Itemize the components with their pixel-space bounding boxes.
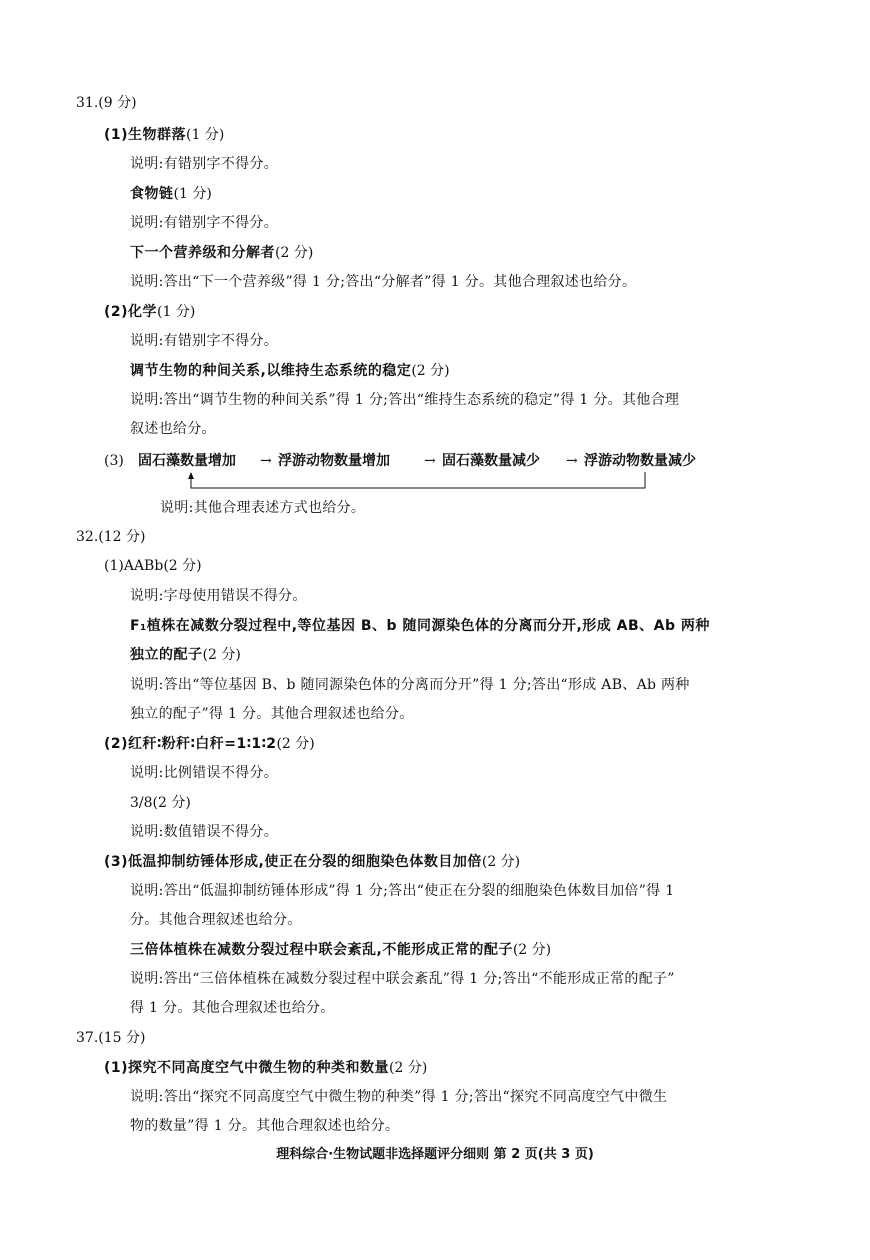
answer-text: 调节生物的种间关系,以维持生态系统的稳定 — [130, 363, 412, 379]
q31-part2b-note-line1: 说明:答出“调节生物的种间关系”得 1 分;答出“维持生态系统的稳定”得 1 分。其他合理 — [130, 392, 680, 408]
q32-part1b-answer-line1: F₁植株在减数分裂过程中,等位基因 B、b 随同源染色体的分离而分开,形成 AB、Ab 两种 — [130, 618, 710, 634]
points: (2 分) — [275, 245, 314, 261]
q32-part1-note: 说明:字母使用错误不得分。 — [130, 588, 307, 604]
q31-part2-note: 说明:有错别字不得分。 — [130, 333, 279, 349]
q31-part2b-answer — [130, 361, 450, 381]
points: (1 分) — [157, 304, 196, 320]
q31-part1b-answer — [130, 184, 212, 204]
flow-arrow-3: → — [566, 453, 578, 469]
q32-part1b-answer-line2 — [130, 645, 241, 665]
q31-part1b-note: 说明:有错别字不得分。 — [130, 215, 279, 231]
q31-part3-label: (3) — [104, 453, 124, 469]
points: (2 分) — [152, 795, 191, 811]
flow-node-3: 固石藻数量减少 — [442, 453, 540, 469]
q31-part2-answer — [104, 302, 195, 322]
flow-node-4: 浮游动物数量减少 — [584, 453, 696, 469]
q37-title: 37.(15 分) — [76, 1030, 146, 1046]
q31-part2b-note-line2: 叙述也给分。 — [130, 421, 216, 437]
flow-arrow-1: → — [260, 453, 272, 469]
points: (1 分) — [173, 186, 212, 202]
q32-part2-answer — [104, 734, 315, 754]
answer-text: (1)生物群落 — [104, 127, 187, 143]
answer-text: 食物链 — [130, 186, 174, 202]
q31-part1c-note: 说明:答出“下一个营养级”得 1 分;答出“分解者”得 1 分。其他合理叙述也给分。 — [130, 274, 637, 290]
points: (2 分) — [276, 736, 315, 752]
flow-node-2: 浮游动物数量增加 — [278, 453, 390, 469]
answer-text: (3)低温抑制纺锤体形成,使正在分裂的细胞染色体数目加倍 — [104, 854, 482, 870]
answer-text: 独立的配子 — [130, 647, 203, 663]
q31-part1-note: 说明:有错别字不得分。 — [130, 156, 279, 172]
answer-text: (2)化学 — [104, 304, 158, 320]
points: (2 分) — [163, 558, 202, 574]
q37-part1-note-line2: 物的数量”得 1 分。其他合理叙述也给分。 — [130, 1118, 400, 1134]
answer-text: 三倍体植株在减数分裂过程中联会紊乱,不能形成正常的配子 — [130, 942, 513, 958]
q31-part3-note: 说明:其他合理表述方式也给分。 — [160, 500, 366, 516]
q37-part1-answer — [104, 1058, 427, 1078]
q31-part1c-answer — [130, 243, 313, 263]
page-footer: 理科综合·生物试题非选择题评分细则 第 2 页(共 3 页) — [276, 1147, 594, 1162]
answer-text: 3/8 — [130, 795, 153, 811]
q32-part3b-note-line1: 说明:答出“三倍体植株在减数分裂过程中联会紊乱”得 1 分;答出“不能形成正常的配子” — [130, 971, 675, 987]
feedback-loop-arrow — [104, 448, 764, 498]
answer-text: (1)AABb — [104, 558, 164, 574]
points: (2 分) — [411, 363, 450, 379]
q32-part3b-answer — [130, 940, 551, 960]
q32-part2b-answer — [130, 793, 191, 813]
answer-text: (1)探究不同高度空气中微生物的种类和数量 — [104, 1060, 390, 1076]
q32-part2-note: 说明:比例错误不得分。 — [130, 765, 279, 781]
q32-part1-answer — [104, 556, 202, 576]
points: (1 分) — [186, 127, 225, 143]
q32-part3-note-line1: 说明:答出“低温抑制纺锤体形成”得 1 分;答出“使正在分裂的细胞染色体数目加倍”得 1 — [130, 883, 675, 899]
points: (2 分) — [512, 942, 552, 958]
q32-title: 32.(12 分) — [76, 529, 146, 545]
q32-part3-answer — [104, 852, 520, 872]
points: (2 分) — [481, 854, 521, 870]
flow-node-1: 固石藻数量增加 — [138, 453, 236, 469]
q37-part1-note-line1: 说明:答出“探究不同高度空气中微生物的种类”得 1 分;答出“探究不同高度空气中微生 — [130, 1089, 668, 1105]
q31-part3-flow-diagram — [104, 448, 764, 498]
q31-title: 31.(9 分) — [76, 95, 137, 111]
flow-arrow-2: → — [424, 453, 436, 469]
q31-part1-answer — [104, 125, 224, 145]
points: (2 分) — [389, 1060, 428, 1076]
q32-part1b-note-line2: 独立的配子”得 1 分。其他合理叙述也给分。 — [130, 706, 414, 722]
q32-part3-note-line2: 分。其他合理叙述也给分。 — [130, 912, 302, 928]
q32-part2b-note: 说明:数值错误不得分。 — [130, 824, 279, 840]
q32-part1b-note-line1: 说明:答出“等位基因 B、b 随同源染色体的分离而分开”得 1 分;答出“形成 AB、Ab 两种 — [130, 677, 690, 693]
answer-text: 下一个营养级和分解者 — [130, 245, 275, 261]
answer-text: (2)红秆∶粉秆∶白秆=1∶1∶2 — [104, 736, 277, 752]
q32-part3b-note-line2: 得 1 分。其他合理叙述也给分。 — [130, 1000, 335, 1016]
points: (2 分) — [202, 647, 241, 663]
